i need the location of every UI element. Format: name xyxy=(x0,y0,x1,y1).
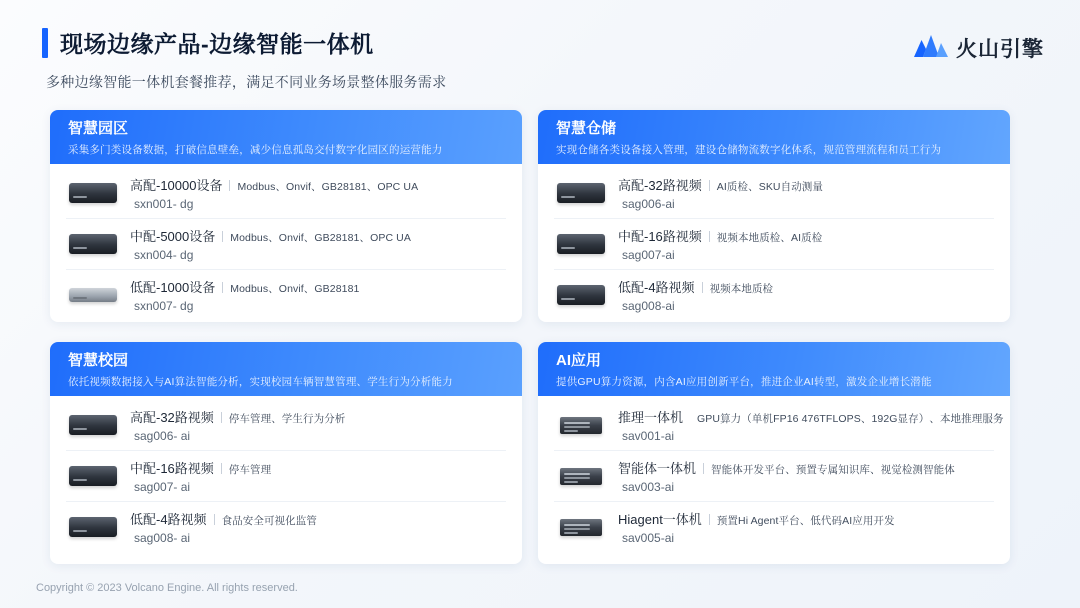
card-header xyxy=(50,342,522,396)
item-tags-highlight: AI质检、SKU自动测量 xyxy=(716,181,824,193)
card-title: 智慧仓储 xyxy=(556,120,617,137)
divider xyxy=(221,463,222,474)
item-tags: Modbus、Onvif、GB28181 xyxy=(230,283,360,295)
title-text: 现场边缘产品-边缘智能一体机 xyxy=(60,31,374,57)
item-tags-highlight: （单机FP16 476TFLOPS、192G显存） xyxy=(741,413,930,425)
item-name: Hiagent一体机 xyxy=(618,512,702,527)
divider xyxy=(222,231,223,242)
divider xyxy=(214,514,215,525)
list-item[interactable] xyxy=(66,451,506,502)
card-description: 采集多门类设备数据，打破信息壁垒，减少信息孤岛交付数字化园区的运营能力 xyxy=(68,144,443,156)
item-name: 推理一体机 xyxy=(618,410,684,425)
card-smart-warehouse xyxy=(538,110,1010,322)
page-subtitle: 多种边缘智能一体机套餐推荐，满足不同业务场景整体服务需求 xyxy=(46,74,447,90)
footer-copyright: Copyright © 2023 Volcano Engine. All rights reserved. xyxy=(36,582,298,594)
card-description: 提供GPU算力资源，内含AI应用创新平台，推进企业AI转型，激发企业增长潜能 xyxy=(556,376,932,388)
item-info xyxy=(618,226,994,262)
item-tags-highlight: 学生行为分析 xyxy=(281,413,346,425)
card-title: 智慧园区 xyxy=(68,120,129,137)
list-item[interactable] xyxy=(66,502,506,552)
ai-server-icon xyxy=(554,459,608,493)
item-code: sag007-ai xyxy=(622,248,675,262)
item-info xyxy=(130,277,506,313)
card-body xyxy=(50,164,522,320)
edge-box-icon xyxy=(554,278,608,312)
item-info xyxy=(618,277,994,313)
list-item[interactable] xyxy=(66,219,506,270)
item-name: 高配-32路视频 xyxy=(130,410,214,425)
divider xyxy=(702,282,703,293)
list-item[interactable] xyxy=(554,270,994,320)
item-name: 中配-16路视频 xyxy=(618,229,702,244)
item-code: sag006-ai xyxy=(622,197,675,211)
divider xyxy=(709,231,710,242)
card-description: 依托视频数据接入与AI算法智能分析，实现校园车辆智慧管理、学生行为分析能力 xyxy=(68,376,453,388)
edge-box-icon xyxy=(66,408,120,442)
item-name: 低配-4路视频 xyxy=(618,280,695,295)
item-info xyxy=(618,509,994,545)
edge-box-icon xyxy=(554,227,608,261)
item-tags: Modbus、Onvif、GB28181、OPC UA xyxy=(237,181,419,193)
card-body xyxy=(538,396,1010,552)
ai-server-icon xyxy=(554,510,608,544)
item-tags: 停车管理 xyxy=(228,464,272,476)
divider xyxy=(709,514,710,525)
card-smart-campus xyxy=(50,342,522,564)
list-item[interactable] xyxy=(554,219,994,270)
item-code: sag006- ai xyxy=(134,429,191,443)
list-item[interactable] xyxy=(66,168,506,219)
item-tags: 视频本地质检、AI质检 xyxy=(716,232,823,244)
title-accent-bar xyxy=(42,28,48,58)
ai-server-icon xyxy=(554,408,608,442)
brand-logo xyxy=(914,32,1044,63)
item-info xyxy=(130,458,506,494)
card-body xyxy=(538,164,1010,320)
card-header xyxy=(538,342,1010,396)
card-ai-application xyxy=(538,342,1010,564)
card-title: AI应用 xyxy=(556,352,602,369)
item-code: sag008-ai xyxy=(622,299,675,313)
item-code: sag008- ai xyxy=(134,531,191,545)
item-info xyxy=(618,458,994,494)
item-tags: GPU算力 xyxy=(697,413,742,425)
list-item[interactable] xyxy=(66,400,506,451)
card-header xyxy=(538,110,1010,164)
item-code: sav005-ai xyxy=(622,531,675,545)
list-item[interactable] xyxy=(554,451,994,502)
item-tags-suffix: 、本地推理服务 xyxy=(929,413,1004,425)
edge-box-icon xyxy=(66,227,120,261)
list-item[interactable] xyxy=(66,270,506,320)
item-tags: 视频本地质检 xyxy=(709,283,774,295)
edge-box-icon xyxy=(554,176,608,210)
item-info xyxy=(130,175,506,211)
card-header xyxy=(50,110,522,164)
card-title: 智慧校园 xyxy=(68,352,129,369)
item-code: sxn007- dg xyxy=(134,299,194,313)
edge-box-icon xyxy=(66,510,120,544)
item-name: 高配-32路视频 xyxy=(618,178,702,193)
item-tags: 停车管理、 xyxy=(228,413,282,425)
item-code: sxn004- dg xyxy=(134,248,194,262)
item-tags: 预置Hi Agent平台、低代码AI应用开发 xyxy=(716,515,895,527)
card-smart-park xyxy=(50,110,522,322)
logo-text: 火山引擎 xyxy=(956,37,1044,61)
divider xyxy=(703,463,704,474)
edge-mini-icon xyxy=(66,278,120,312)
divider xyxy=(229,180,230,191)
item-name: 低配-1000设备 xyxy=(130,280,216,295)
item-code: sav001-ai xyxy=(622,429,675,443)
card-body xyxy=(50,396,522,552)
divider xyxy=(221,412,222,423)
item-info xyxy=(618,175,994,211)
item-tags: 智能体开发平台、 xyxy=(711,464,796,476)
item-info xyxy=(130,226,506,262)
list-item[interactable] xyxy=(554,502,994,552)
item-code: sxn001- dg xyxy=(134,197,194,211)
item-tags-highlight: 预置专属知识库、视觉检测智能体 xyxy=(795,464,955,476)
item-info xyxy=(130,509,506,545)
item-name: 高配-10000设备 xyxy=(130,178,223,193)
edge-box-icon xyxy=(66,176,120,210)
item-code: sag007- ai xyxy=(134,480,191,494)
list-item[interactable] xyxy=(554,400,1004,451)
item-name: 智能体一体机 xyxy=(618,461,697,476)
item-code: sav003-ai xyxy=(622,480,675,494)
divider xyxy=(709,180,710,191)
edge-box-icon xyxy=(66,459,120,493)
item-name: 中配-5000设备 xyxy=(130,229,216,244)
item-info xyxy=(618,407,1004,443)
page-title xyxy=(42,26,374,59)
divider xyxy=(222,282,223,293)
slide-header xyxy=(0,0,1080,100)
item-name: 中配-16路视频 xyxy=(130,461,214,476)
list-item[interactable] xyxy=(554,168,994,219)
item-name: 低配-4路视频 xyxy=(130,512,207,527)
item-info xyxy=(130,407,506,443)
card-description: 实现仓储各类设备接入管理，建设仓储物流数字化体系，规范管理流程和员工行为 xyxy=(556,144,942,156)
item-tags: Modbus、Onvif、GB28181、OPC UA xyxy=(230,232,411,244)
volcano-icon xyxy=(914,32,948,63)
item-tags: 食品安全可视化监管 xyxy=(221,515,317,527)
